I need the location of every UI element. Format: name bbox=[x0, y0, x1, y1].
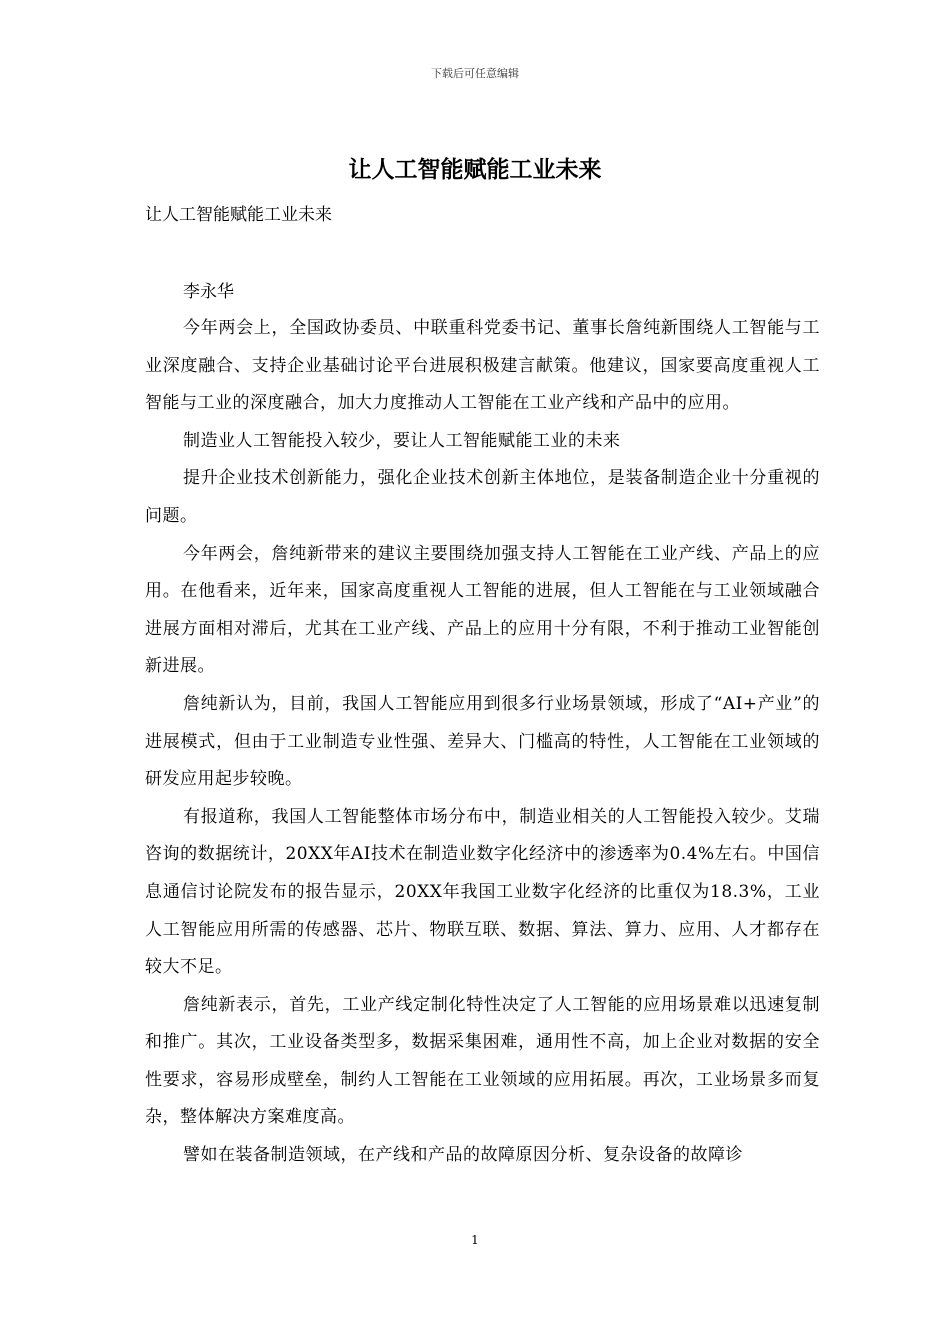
author-name: 李永华 bbox=[183, 282, 234, 302]
body-paragraph: 制造业人工智能投入较少，要让人工智能赋能工业的未来 bbox=[183, 430, 621, 451]
body-paragraph: 譬如在装备制造领域，在产线和产品的故障原因分析、复杂设备的故障诊 bbox=[183, 1145, 743, 1166]
body-paragraph: 今年两会上，全国政协委员、中联重科党委书记、董事长詹纯新围绕人工智能与工业深度融合、支持企业基础讨论平台进展积极建言献策。他建议，国家要高度重视人工智能与工业的深度融合，加大力度推动人工智能在工业产线和产品中的应用。 bbox=[145, 318, 820, 414]
body-paragraph: 提升企业技术创新能力，强化企业技术创新主体地位，是装备制造企业十分重视的问题。 bbox=[145, 468, 820, 526]
body-paragraph: 今年两会，詹纯新带来的建议主要围绕加强支持人工智能在工业产线、产品上的应用。在他看来，近年来，国家高度重视人工智能的进展，但人工智能在与工业领域融合进展方面相对滞后，尤其在工业产线、产品上的应用十分有限，不利于推动工业智能创新进展。 bbox=[145, 543, 820, 677]
document-subtitle: 让人工智能赋能工业未来 bbox=[145, 205, 332, 225]
document-title: 让人工智能赋能工业未来 bbox=[348, 156, 602, 183]
header-note: 下载后可任意编辑 bbox=[431, 67, 519, 80]
document-body bbox=[145, 310, 820, 1175]
body-paragraph: 有报道称，我国人工智能整体市场分布中，制造业相关的人工智能投入较少。艾瑞咨询的数据统计，20XX年AI技术在制造业数字化经济中的渗透率为0.4%左右。中国信息通信讨论院发布的报告显示，20XX年我国工业数字化经济的比重仅为18.3%，工业人工智能应用所需的传感器、芯片、物联互联、数据、算法、算力、应用、人才都存在较大不足。 bbox=[145, 806, 820, 978]
body-paragraph: 詹纯新表示，首先，工业产线定制化特性决定了人工智能的应用场景难以迅速复制和推广。其次，工业设备类型多，数据采集困难，通用性不高，加上企业对数据的安全性要求，容易形成壁垒，制约人工智能在工业领域的应用拓展。再次，工业场景多而复杂，整体解决方案难度高。 bbox=[145, 994, 820, 1128]
page-number: 1 bbox=[471, 1233, 479, 1247]
body-paragraph: 詹纯新认为，目前，我国人工智能应用到很多行业场景领域，形成了“AI+产业”的进展模式，但由于工业制造专业性强、差异大、门槛高的特性，人工智能在工业领域的研发应用起步较晚。 bbox=[145, 693, 820, 790]
